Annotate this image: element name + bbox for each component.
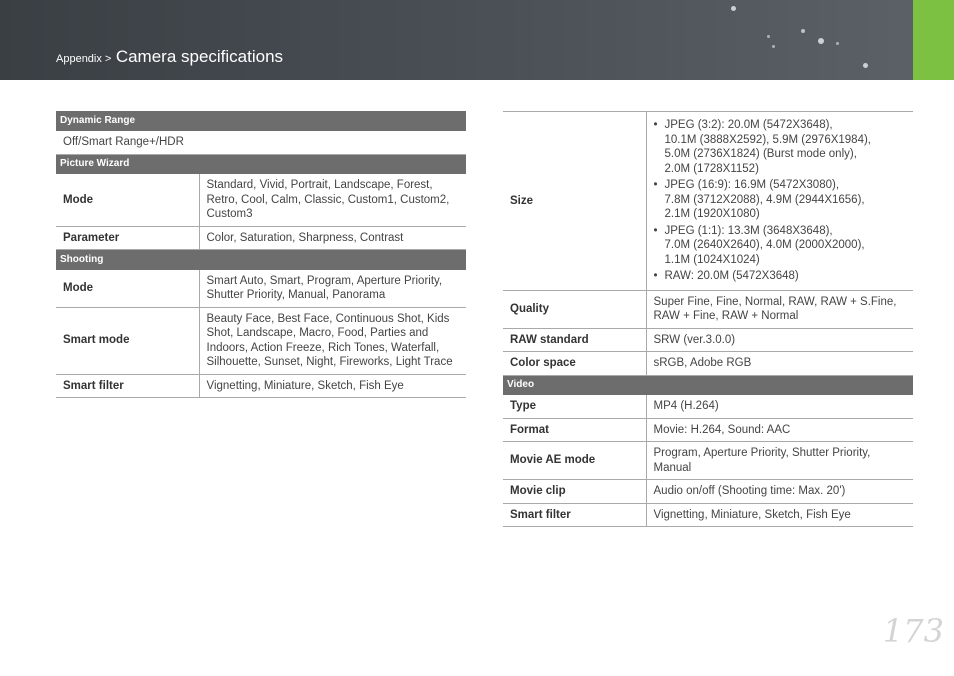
list-line: 2.1M (1920X1080) (664, 208, 760, 220)
list-item (654, 224, 907, 268)
list-line: • JPEG (3:2): 20.0M (5472X3648), (664, 119, 833, 131)
row-value: Beauty Face, Best Face, Continuous Shot, Kids Shot, Landscape, Macro, Food, Parties and Indoors, Action Freeze, Rich Tones, Waterfall, Silhouette, Sunset, Night, Fireworks, Light Trace (199, 307, 466, 374)
list-line: • RAW: 20.0M (5472X3648) (664, 270, 799, 282)
row-value: MP4 (H.264) (646, 395, 913, 418)
section-heading: Shooting (56, 250, 466, 270)
spec-table-right (503, 111, 913, 527)
row-label: Smart filter (56, 374, 199, 398)
table-row (56, 270, 466, 308)
table-row (56, 174, 466, 226)
section-heading-row (56, 111, 466, 131)
row-value: Super Fine, Fine, Normal, RAW, RAW + S.Fine, RAW + Fine, RAW + Normal (646, 290, 913, 328)
row-value: Movie: H.264, Sound: AAC (646, 418, 913, 442)
page-header (0, 0, 954, 80)
table-row (503, 328, 913, 352)
list-line: 5.0M (2736X1824) (Burst mode only), (664, 148, 857, 160)
row-label: Mode (56, 270, 199, 308)
row-value: Vignetting, Miniature, Sketch, Fish Eye (646, 503, 913, 527)
row-value: SRW (ver.3.0.0) (646, 328, 913, 352)
table-row (56, 307, 466, 374)
table-row (503, 395, 913, 418)
section-heading: Video (503, 375, 913, 395)
row-label: Parameter (56, 226, 199, 250)
row-value: Vignetting, Miniature, Sketch, Fish Eye (199, 374, 466, 398)
section-heading-row (56, 154, 466, 174)
row-label: Movie AE mode (503, 442, 646, 480)
table-row (56, 374, 466, 398)
row-value: Program, Aperture Priority, Shutter Priority, Manual (646, 442, 913, 480)
sparkle-decoration (772, 45, 775, 48)
list-item (654, 118, 907, 176)
sparkle-decoration (731, 6, 736, 11)
list-line: 10.1M (3888X2592), 5.9M (2976X1984), (664, 133, 871, 146)
table-row (56, 131, 466, 154)
section-heading: Dynamic Range (56, 111, 466, 131)
list-line: 7.8M (3712X2088), 4.9M (2944X1656), (664, 193, 865, 206)
row-label: Quality (503, 290, 646, 328)
spec-table-left (56, 111, 466, 398)
page-number: 173 (882, 612, 944, 650)
list-line: 2.0M (1728X1152) (664, 162, 759, 175)
table-row (56, 226, 466, 250)
section-heading-row (56, 250, 466, 270)
table-row (503, 503, 913, 527)
list-line: • JPEG (16:9): 16.9M (5472X3080), (664, 179, 840, 191)
row-label: Mode (56, 174, 199, 226)
row-value: Audio on/off (Shooting time: Max. 20') (646, 480, 913, 504)
list-line: • JPEG (1:1): 13.3M (3648X3648), (664, 224, 833, 237)
row-label: Format (503, 418, 646, 442)
row-label: Smart filter (503, 503, 646, 527)
list-item (654, 269, 907, 284)
row-value: Standard, Vivid, Portrait, Landscape, Forest, Retro, Cool, Calm, Classic, Custom1, Custom2, Custom3 (199, 174, 466, 226)
size-list (654, 118, 907, 284)
table-row (503, 352, 913, 376)
table-row (503, 480, 913, 504)
size-value (646, 112, 913, 291)
table-row (503, 442, 913, 480)
sparkle-decoration (801, 29, 805, 33)
row-label: Size (503, 112, 646, 291)
page-title: Camera specifications (115, 47, 284, 66)
row-value: Color, Saturation, Sharpness, Contrast (199, 226, 466, 250)
section-heading-row (503, 375, 913, 395)
dynamic-range-value: Off/Smart Range+/HDR (56, 131, 466, 154)
breadcrumb-parent[interactable]: Appendix > (56, 53, 112, 65)
row-label: Smart mode (56, 307, 199, 374)
row-label: Color space (503, 352, 646, 376)
row-label: Movie clip (503, 480, 646, 504)
chapter-tab (913, 0, 954, 80)
table-row (503, 290, 913, 328)
table-row (503, 112, 913, 291)
sparkle-decoration (818, 38, 824, 44)
table-row (503, 418, 913, 442)
list-item (654, 178, 907, 222)
breadcrumb (56, 47, 283, 67)
row-label: Type (503, 395, 646, 418)
row-value: sRGB, Adobe RGB (646, 352, 913, 376)
row-label: RAW standard (503, 328, 646, 352)
list-line: 1.1M (1024X1024) (664, 253, 760, 266)
sparkle-decoration (767, 35, 770, 38)
sparkle-decoration (863, 63, 868, 68)
list-line: 7.0M (2640X2640), 4.0M (2000X2000), (664, 239, 865, 251)
sparkle-decoration (836, 42, 839, 45)
section-heading: Picture Wizard (56, 154, 466, 174)
row-value: Smart Auto, Smart, Program, Aperture Priority, Shutter Priority, Manual, Panorama (199, 270, 466, 308)
